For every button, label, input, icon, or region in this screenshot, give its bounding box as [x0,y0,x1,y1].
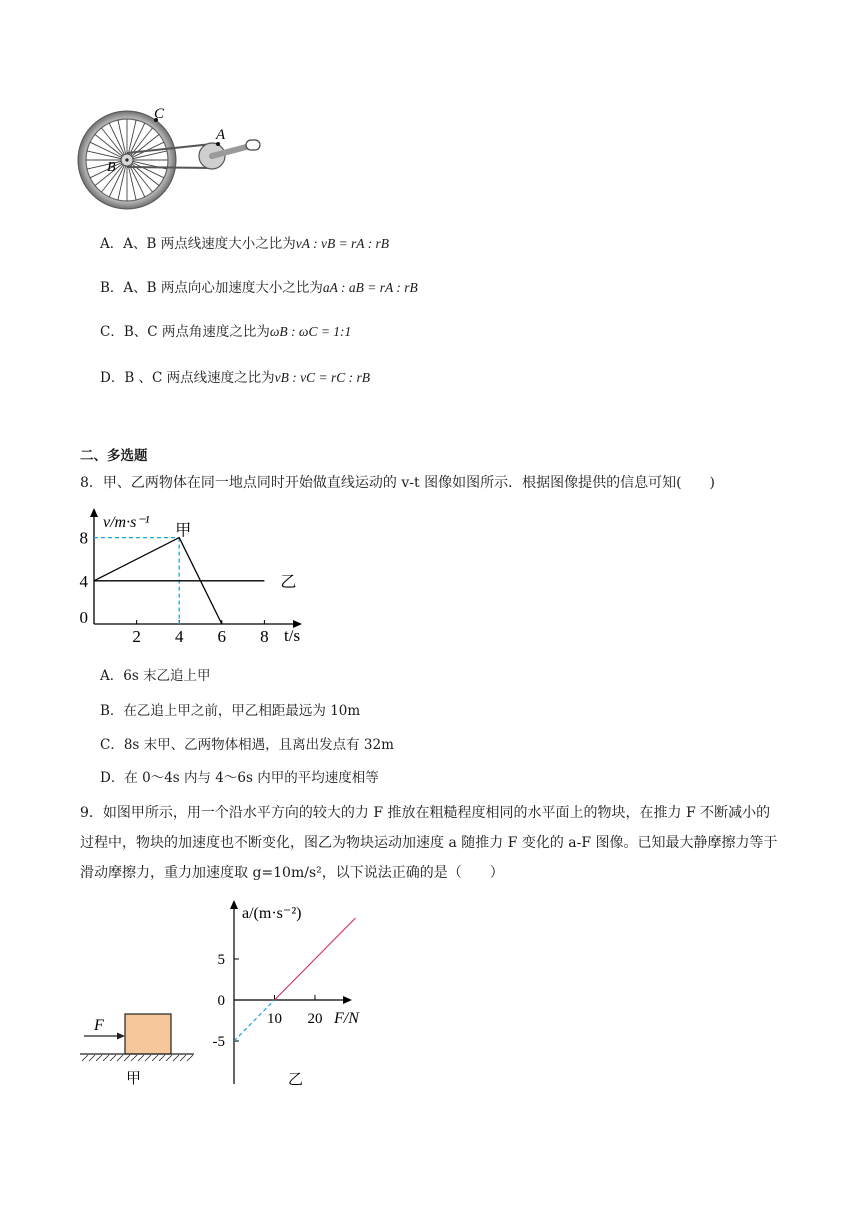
force-label: F [94,1017,104,1034]
x-tick-label: 2 [132,627,141,646]
q8-stem: 8．甲、乙两物体在同一地点同时开始做直线运动的 v-t 图像如图所示．根据图像提供的信息可知( ) [80,475,715,491]
ground-hatch [145,1055,151,1061]
ground-hatch [131,1055,137,1061]
x-axis-arrow [343,996,352,1004]
ground-hatch [103,1055,109,1061]
q7-option-b: B．A、B 两点向心加速度大小之比为aA : aB = rA : rB [100,280,418,296]
ground-hatch [180,1055,186,1061]
x-tick-label: 6 [217,627,227,646]
ground-hatch [152,1055,158,1061]
label-c: C [154,106,165,122]
vt-chart [76,506,308,654]
x-tick-label: 20 [307,1011,323,1027]
ground-hatch [173,1055,179,1061]
x-axis-label: F/N [334,1010,359,1027]
caption-jia: 甲 [126,1071,142,1086]
y-tick-label: 4 [79,571,88,591]
wheel-chain-figure [74,102,270,218]
q8-option-c: C．8s 末甲、乙两物体相遇，且离出发点有 32m [100,737,394,753]
ground-hatch [159,1055,165,1061]
y-axis-label: a/(m·s⁻²) [242,905,302,922]
x-tick-label: 4 [174,627,184,646]
ground-hatch [89,1055,95,1061]
ground-hatch [82,1055,88,1061]
ground-hatch [117,1055,123,1061]
q7-option-a: A．A、B 两点线速度大小之比为vA : vB = rA : rB [100,236,390,252]
y-tick-label: 0 [217,993,225,1009]
q9-stem: 9．如图甲所示，用一个沿水平方向的较大的力 F 推放在粗糙程度相同的水平面上的物块，在推力 F 不断减小的过程中，物块的加速度也不断变化，图乙为物块运动加速度 a 随推力 F 变化的 a-F 图像。已知最大静摩擦力等于滑动摩擦力，重力加速度取 g=10m/s²，以下说法正确的是（ ） [80,805,778,881]
x-tick-label: 10 [267,1011,282,1027]
ground-hatch [187,1055,193,1061]
y-tick-label: -5 [212,1034,225,1050]
af-chart [200,896,380,1092]
x-axis-label: t/s [284,626,301,645]
y-tick-label: 8 [79,528,88,548]
ground-hatch [110,1055,116,1061]
q8-option-b: B．在乙追上甲之前，甲乙相距最远为 10m [100,703,361,719]
y-tick-label: 5 [217,952,225,968]
ground-hatch [124,1055,130,1061]
ground-hatch [166,1055,172,1061]
ground-hatch [138,1055,144,1061]
series-label-yi: 乙 [280,573,297,591]
block-figure [76,1008,200,1086]
label-a: A [216,127,226,143]
x-tick-label: 8 [260,627,269,646]
ground-hatch [96,1055,102,1061]
caption-yi: 乙 [288,1072,304,1088]
label-b: B [107,160,116,175]
series-line-1 [275,918,356,1000]
y-axis-arrow [90,508,98,517]
y-axis-label: v/m·s⁻¹ [103,514,150,531]
q7-option-d: D．B 、C 两点线速度之比为vB : vC = rC : rB [100,370,371,386]
y-axis-arrow [230,900,238,909]
series-label-jia: 甲 [175,522,192,540]
q8-option-a: A．6s 末乙追上甲 [100,668,211,684]
y-tick-label: 0 [79,608,88,627]
q8-option-d: D．在 0～4s 内与 4～6s 内甲的平均速度相等 [100,770,379,786]
q7-option-c: C．B、C 两点角速度之比为ωB : ωC = 1:1 [100,324,352,340]
section-title: 二、多选题 [80,448,148,464]
